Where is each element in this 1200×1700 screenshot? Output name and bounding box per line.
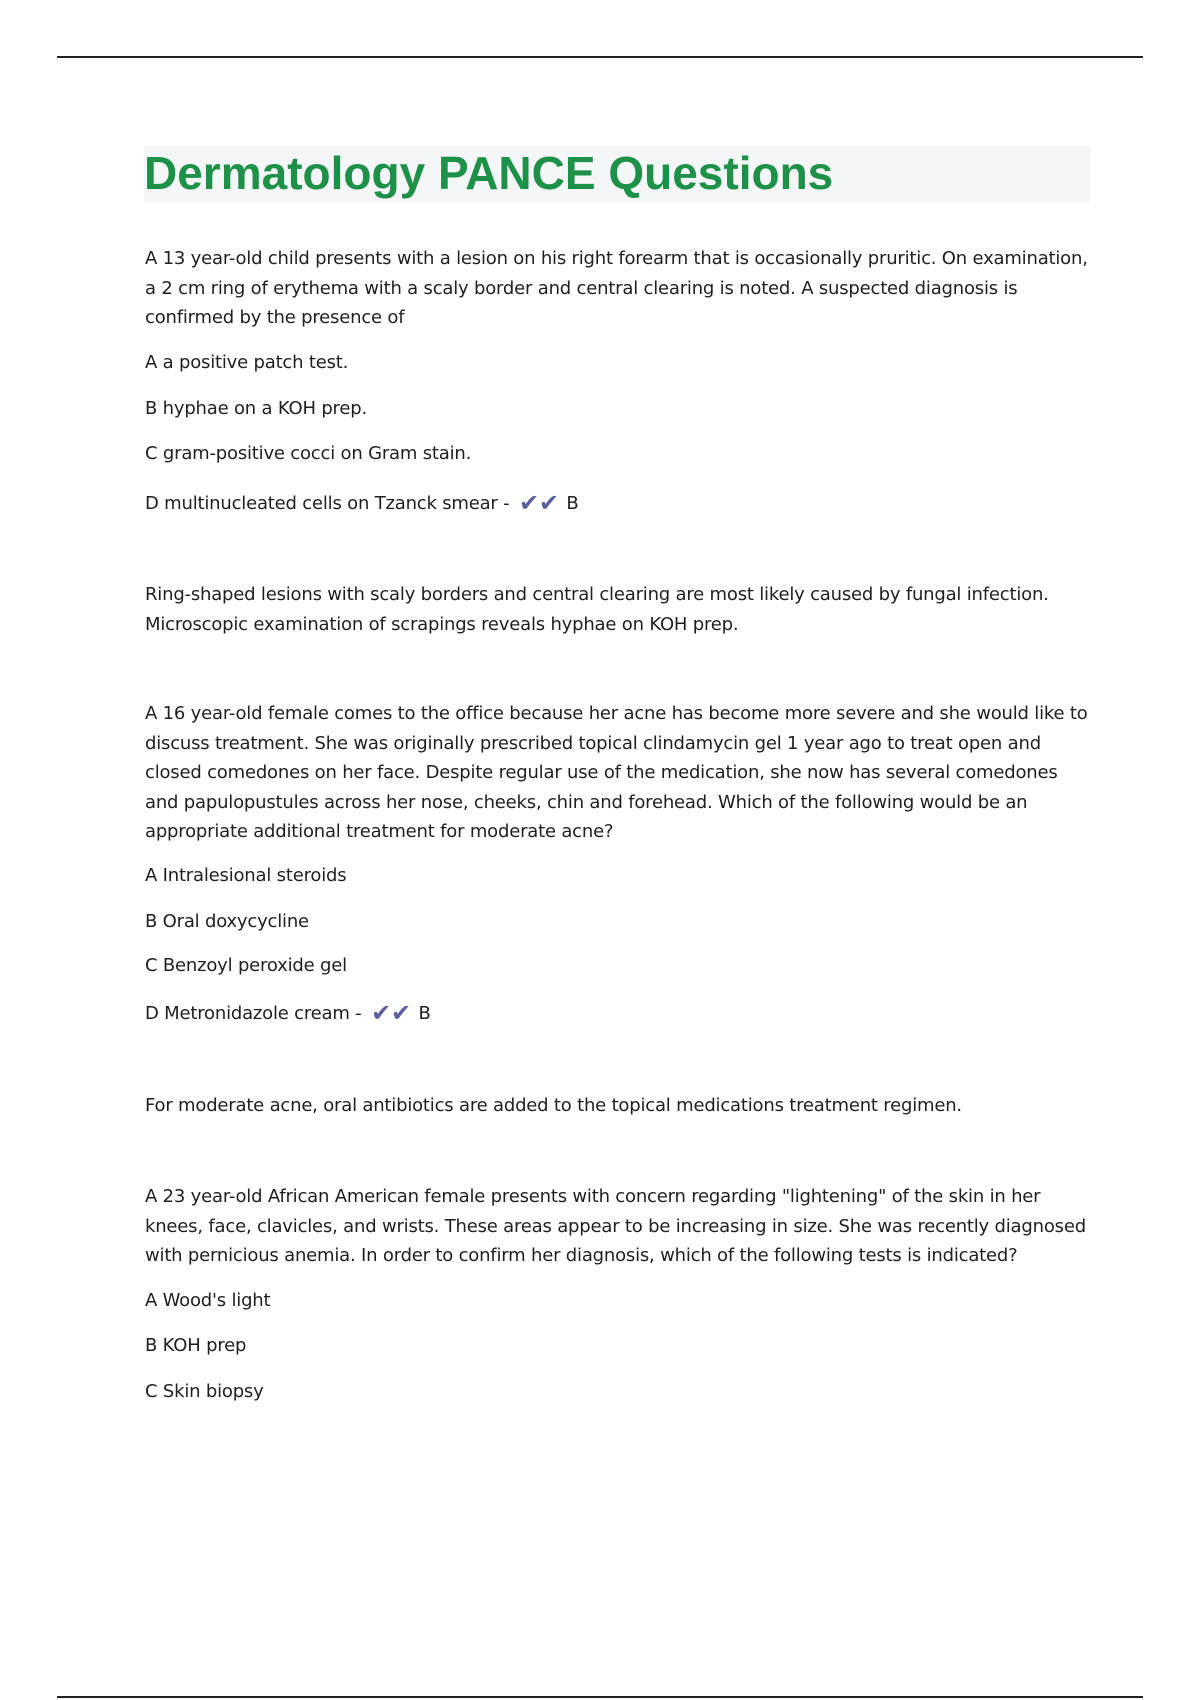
question-1-answer: B (566, 493, 579, 514)
question-1-option-c: C gram-positive cocci on Gram stain. (145, 443, 472, 464)
question-2-option-b: B Oral doxycycline (145, 911, 309, 932)
question-3-option-a: A Wood's light (145, 1290, 271, 1311)
top-rule (57, 56, 1143, 58)
bottom-rule (57, 1696, 1143, 1698)
question-1-explanation: Ring-shaped lesions with scaly borders and central clearing are most likely caused by fungal infection. Microscopic examination of scrapings reveals hyphae on KOH prep. (145, 584, 1049, 635)
question-3-option-c: C Skin biopsy (145, 1381, 264, 1402)
question-1-option-d-line (145, 491, 1095, 517)
check-mark-icon: ✔✔ (371, 999, 411, 1027)
page-title: Dermatology PANCE Questions (144, 147, 834, 199)
question-2-stem: A 16 year-old female comes to the office because her acne has become more severe and she would like to discuss treatment. She was originally prescribed topical clindamycin gel 1 year ago to treat open and closed comedones on her face. Despite regular use of the medication, she now has several comedones and papulopustules across her nose, cheeks, chin and forehead. Which of the following would be an appropriate additional treatment for moderate acne? (145, 703, 1088, 842)
question-1-option-a: A a positive patch test. (145, 352, 349, 373)
question-2-answer: B (418, 1003, 431, 1024)
question-2-option-d: D Metronidazole cream - (145, 1003, 362, 1024)
question-1-option-b: B hyphae on a KOH prep. (145, 398, 367, 419)
question-3-stem: A 23 year-old African American female presents with concern regarding "lightening" of the skin in her knees, face, clavicles, and wrists. These areas appear to be increasing in size. She was recently diagnosed with pernicious anemia. In order to confirm her diagnosis, which of the following tests is indicated? (145, 1186, 1086, 1266)
check-mark-icon: ✔✔ (519, 489, 559, 517)
question-2-option-d-line (145, 1001, 1095, 1027)
question-2-explanation: For moderate acne, oral antibiotics are added to the topical medications treatment regimen. (145, 1095, 962, 1116)
question-3-option-b: B KOH prep (145, 1335, 247, 1356)
question-1-stem: A 13 year-old child presents with a lesion on his right forearm that is occasionally pruritic. On examination, a 2 cm ring of erythema with a scaly border and central clearing is noted. A suspected diagnosis is confirmed by the presence of (145, 248, 1088, 328)
question-2-option-c: C Benzoyl peroxide gel (145, 955, 347, 976)
question-1-option-d: D multinucleated cells on Tzanck smear - (145, 493, 510, 514)
question-2-option-a: A Intralesional steroids (145, 865, 347, 886)
